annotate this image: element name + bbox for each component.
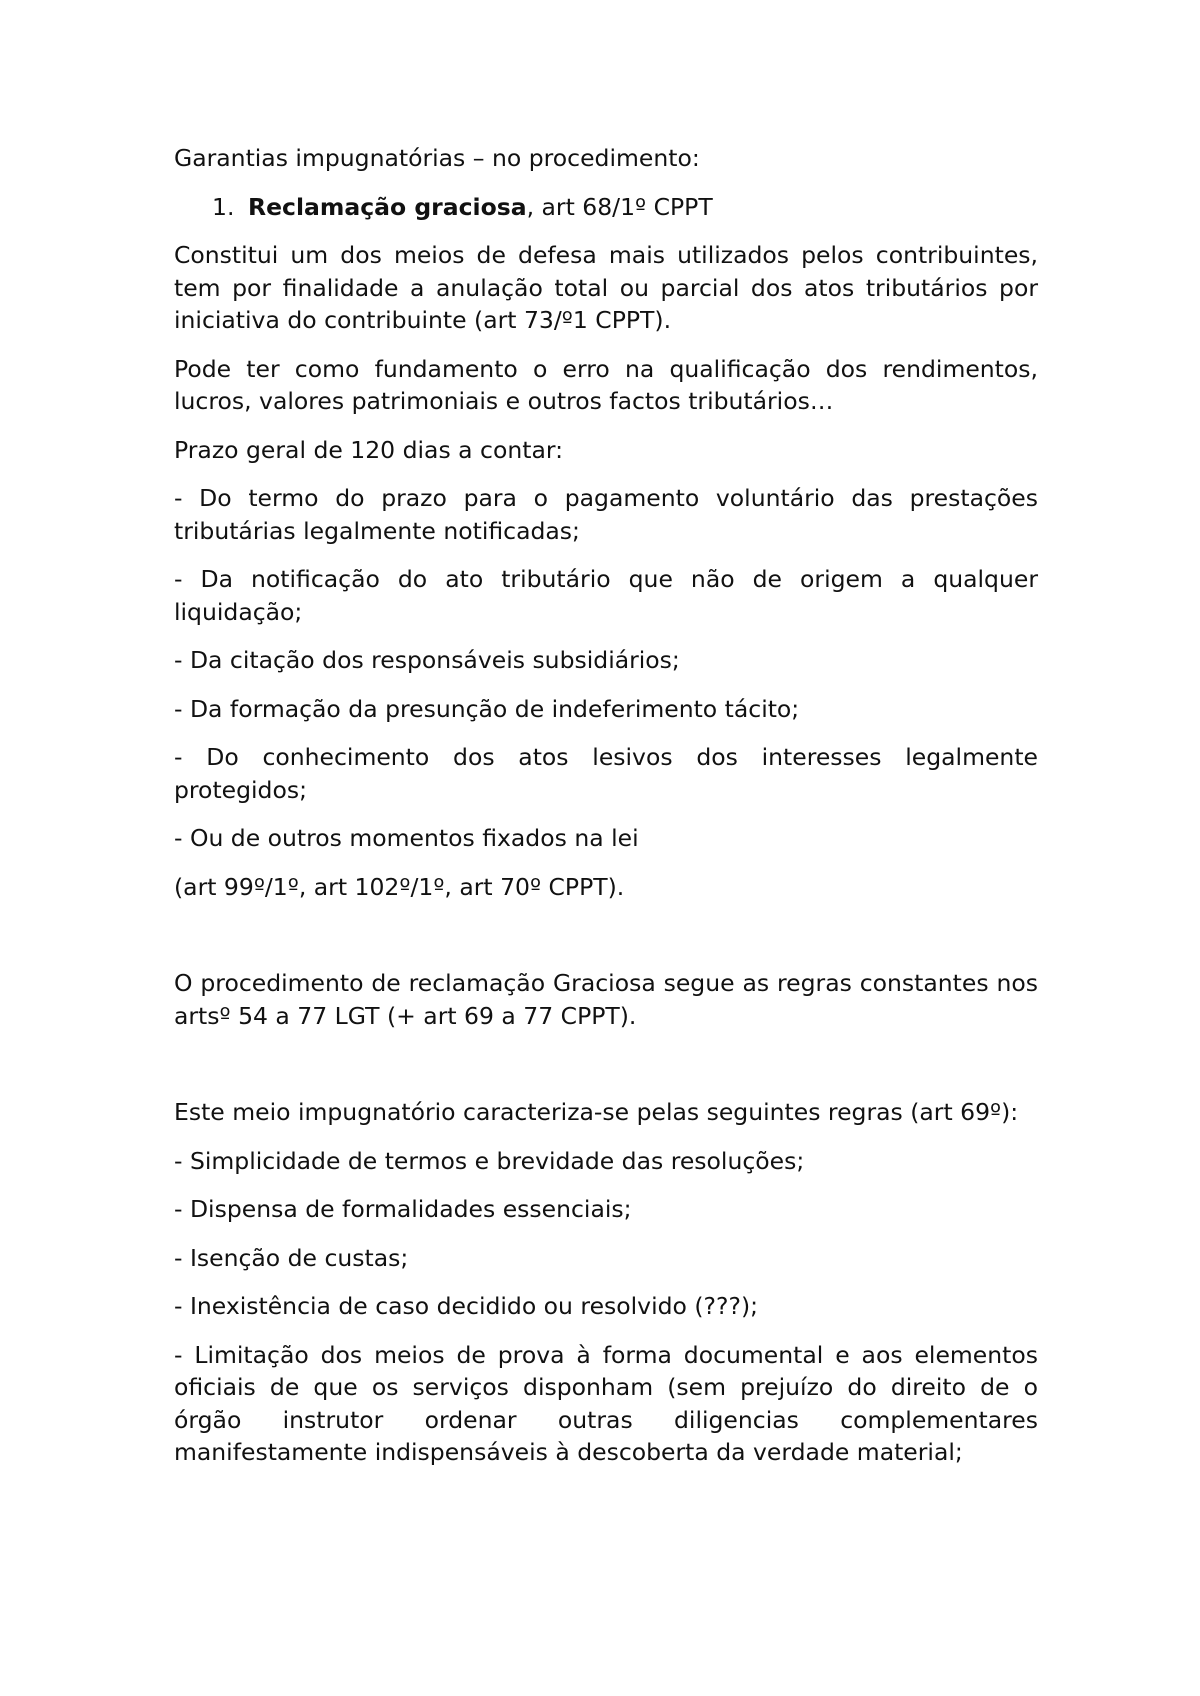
- list-item-1: [174, 191, 1038, 224]
- list-item-reference: , art 68/1º CPPT: [526, 192, 713, 221]
- deadline-item: - Ou de outros momentos fixados na lei: [174, 824, 639, 852]
- rule-item: - Inexistência de caso decidido ou resolvido (???);: [174, 1292, 759, 1320]
- deadline-item: - Da citação dos responsáveis subsidiários;: [174, 646, 680, 674]
- list-item-title: Reclamação graciosa: [248, 192, 527, 221]
- section-heading: Garantias impugnatórias – no procedimento:: [174, 144, 700, 172]
- paragraph-rules: Este meio impugnatório caracteriza-se pelas seguintes regras (art 69º):: [174, 1098, 1019, 1126]
- deadline-item: - Da notificação do ato tributário que não de origem a qualquer liquidação;: [174, 565, 1038, 626]
- rule-item: - Dispensa de formalidades essenciais;: [174, 1195, 632, 1223]
- document-body: [174, 142, 1038, 1485]
- deadline-item: - Do conhecimento dos atos lesivos dos interesses legalmente protegidos;: [174, 743, 1038, 804]
- blank-line: [174, 919, 1038, 967]
- paragraph-grounds: Pode ter como fundamento o erro na qualificação dos rendimentos, lucros, valores patrimoniais e outros factos tributários…: [174, 354, 1038, 415]
- deadline-item: - Do termo do prazo para o pagamento voluntário das prestações tributárias legalmente notificadas;: [174, 484, 1038, 545]
- list-number: 1.: [212, 192, 235, 221]
- paragraph-procedure: O procedimento de reclamação Graciosa segue as regras constantes nos artsº 54 a 77 LGT (+ art 69 a 77 CPPT).: [174, 969, 1038, 1030]
- rule-item: - Isenção de custas;: [174, 1243, 409, 1272]
- paragraph-definition: Constitui um dos meios de defesa mais utilizados pelos contribuintes, tem por finalidade a anulação total ou parcial dos atos tributários por iniciativa do contribuinte (art 73/º1 CPPT).: [174, 241, 1038, 334]
- blank-line: [174, 1048, 1038, 1096]
- paragraph-deadline: Prazo geral de 120 dias a contar:: [174, 435, 564, 464]
- legal-reference: (art 99º/1º, art 102º/1º, art 70º CPPT).: [174, 872, 625, 901]
- deadline-item: - Da formação da presunção de indeferimento tácito;: [174, 694, 800, 723]
- rule-item: - Limitação dos meios de prova à forma documental e aos elementos oficiais de que os serviços disponham (sem prejuízo do direito de o órgão instrutor ordenar outras diligencias complementares manifestamente indispensáveis à descoberta da verdade material;: [174, 1340, 1038, 1466]
- rule-item: - Simplicidade de termos e brevidade das resoluções;: [174, 1146, 805, 1175]
